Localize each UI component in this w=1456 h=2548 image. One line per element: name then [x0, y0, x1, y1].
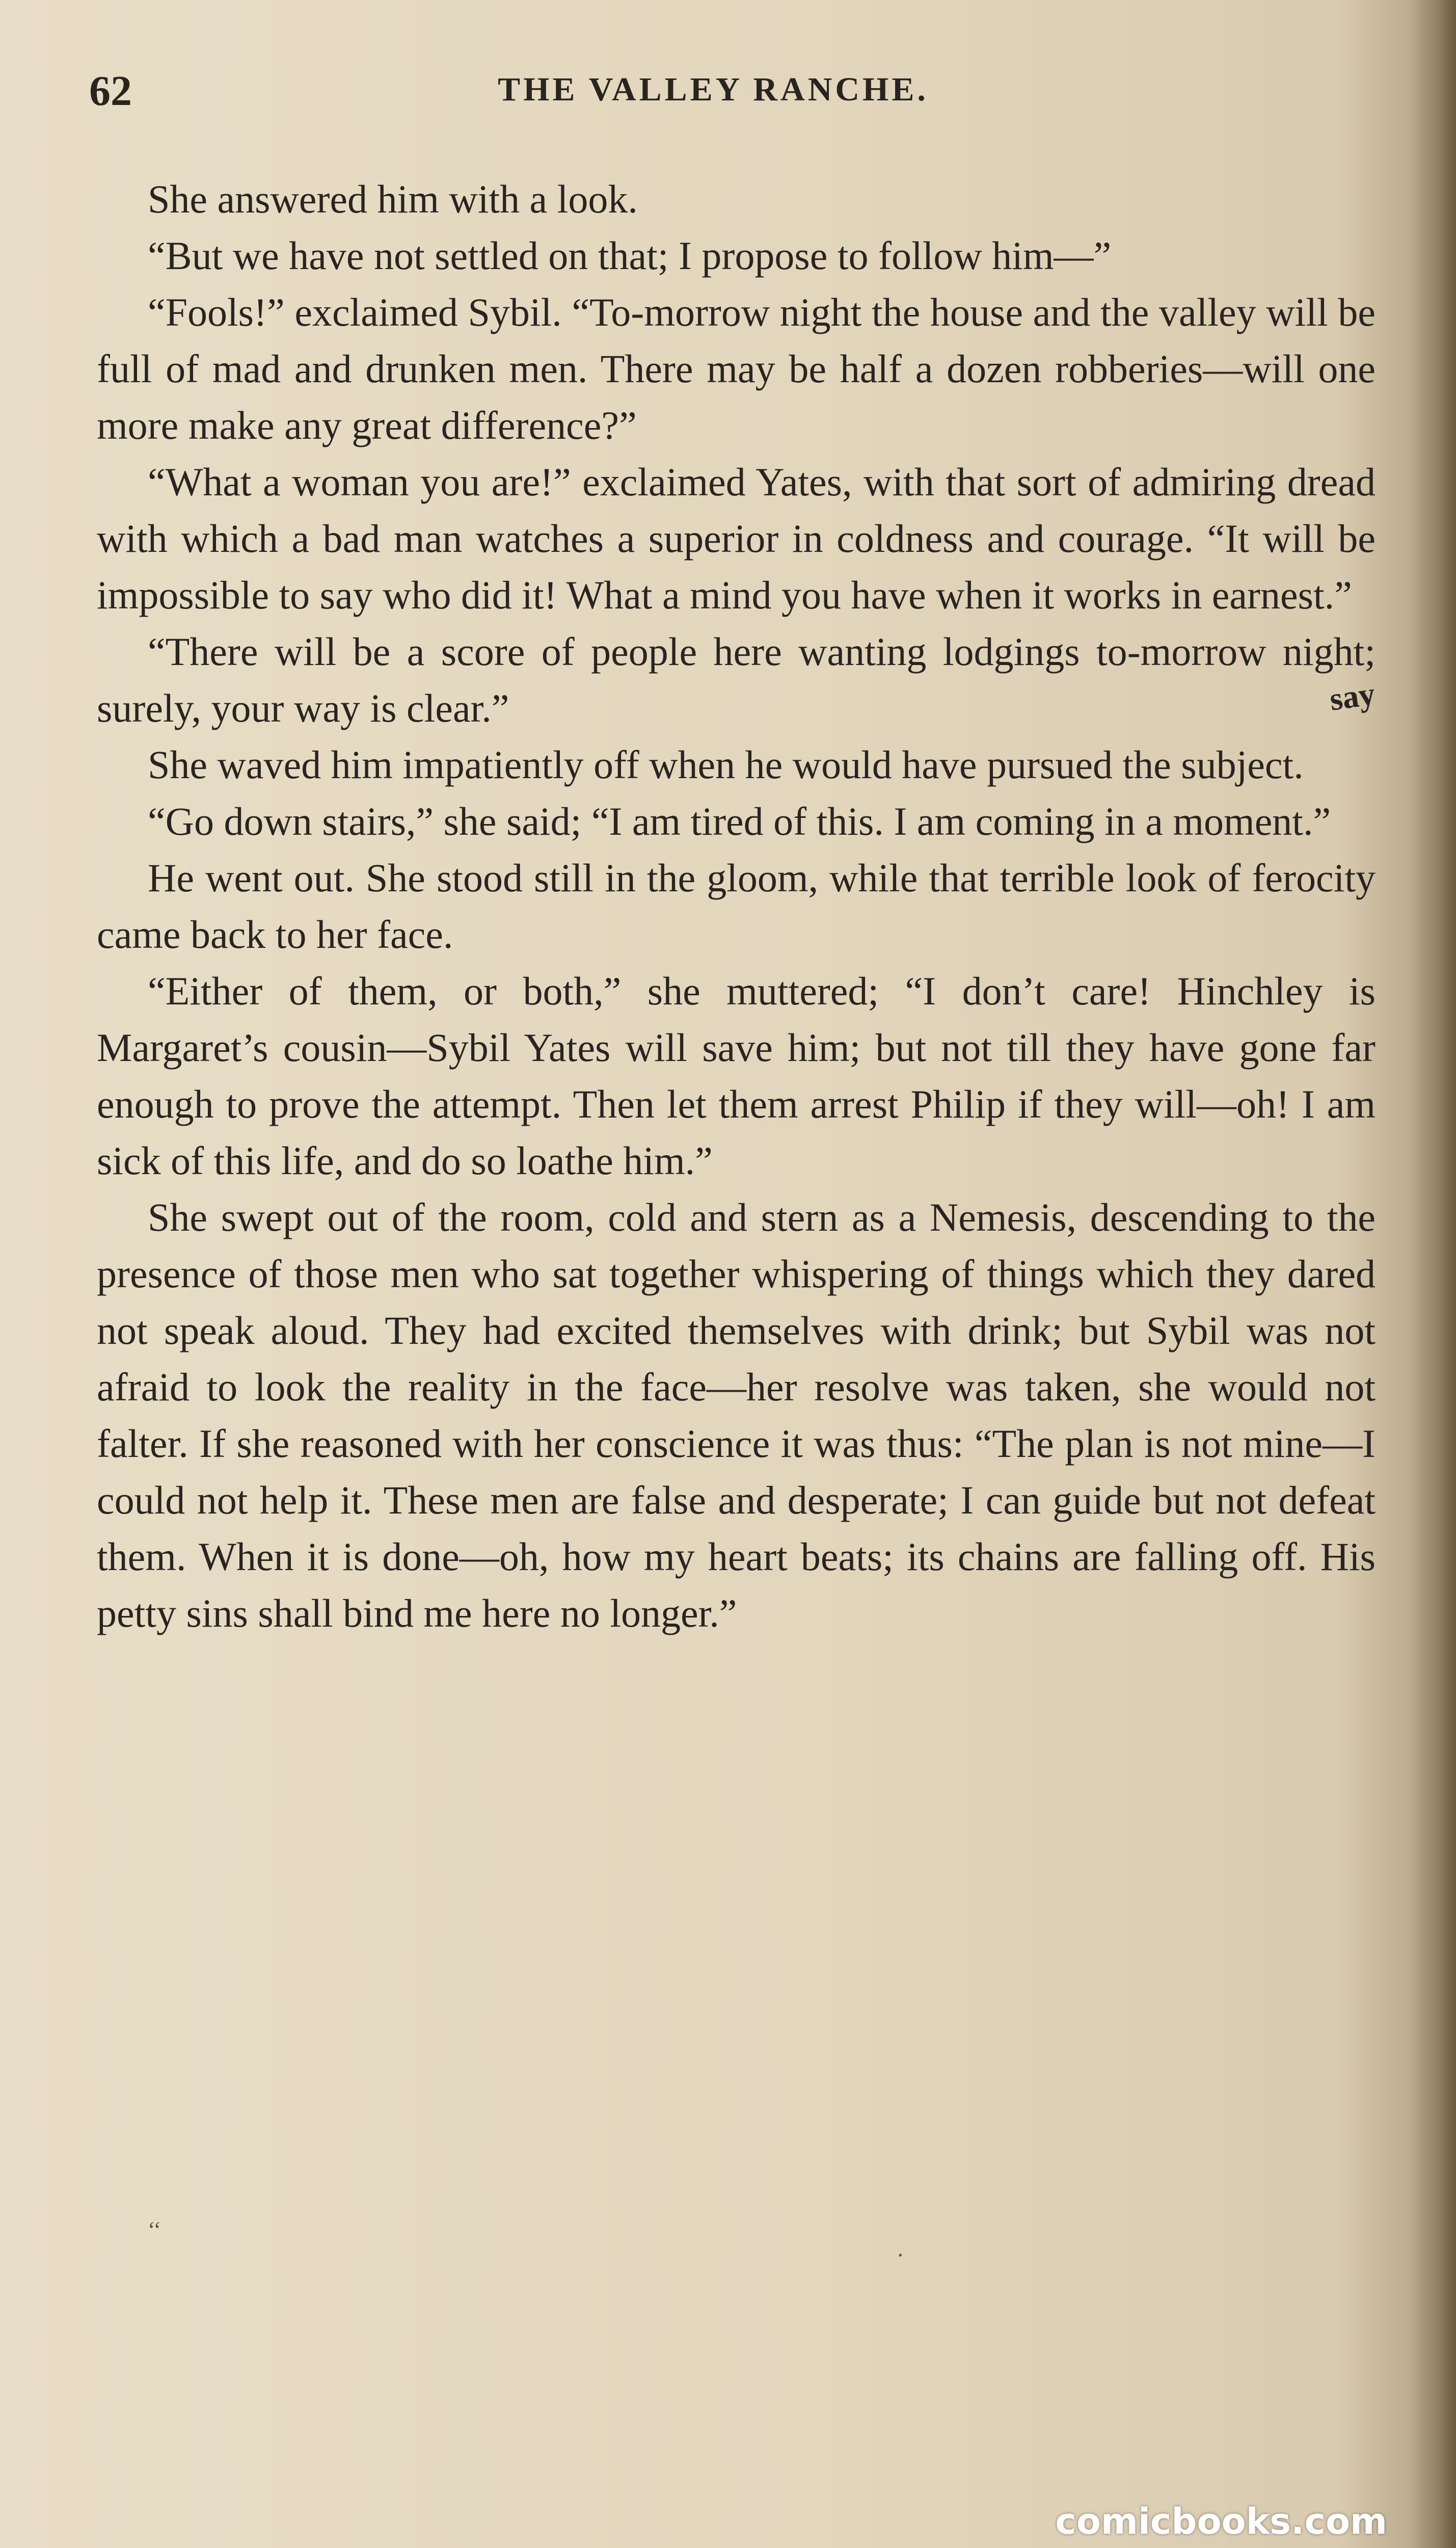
- running-title: THE VALLEY RANCHE.: [498, 71, 929, 108]
- paragraph: “Fools!” exclaimed Sybil. “To-morrow night the house and the valley will be full of mad and drunken men. There may be half a dozen robberies—will one more make any great difference?”: [97, 290, 1376, 447]
- body-text: [97, 171, 1376, 1641]
- handwritten-margin-note: say: [1327, 675, 1378, 718]
- paragraph: “What a woman you are!” exclaimed Yates, with that sort of admiring dread with which a bad man watches a superior in coldness and courage. “It will be impossible to say who did it! What a mind you have when it works in earnest.”: [97, 460, 1376, 617]
- stray-mark: ‘‘: [148, 2217, 161, 2242]
- page-edge-shadow: [1410, 0, 1456, 2548]
- page-number: 62: [89, 67, 132, 115]
- paragraph: She waved him impatiently off when he would have pursued the subject.: [148, 742, 1304, 787]
- stray-mark: ·: [897, 2243, 904, 2268]
- page-header: [0, 66, 1426, 127]
- paragraph: She swept out of the room, cold and stern as a Nemesis, descending to the presence of those men who sat together whispering of things which they dared not speak aloud. They had excited themselves with drink; but Sybil was not afraid to look the reality in the face—her resolve was taken, she would not falter. If she reasoned with her conscience it was thus: “The plan is not mine—I could not help it. These men are false and desperate; I can guide but not defeat them. When it is done—oh, how my heart beats; its chains are falling off. His petty sins shall bind me here no longer.”: [97, 1195, 1376, 1635]
- paragraph: He went out. She stood still in the gloom, while that terrible look of ferocity came back to her face.: [97, 856, 1376, 957]
- paragraph: “Go down stairs,” she said; “I am tired of this. I am coming in a moment.”: [148, 799, 1331, 843]
- watermark: comicbooks.com: [1055, 2501, 1387, 2542]
- paragraph: “Either of them, or both,” she muttered; “I don’t care! Hinchley is Margaret’s cousin—Sybil Yates will save him; but not till they have gone far enough to prove the attempt. Then let them arrest Philip if they will—oh! I am sick of this life, and do so loathe him.”: [97, 969, 1376, 1183]
- paragraph: “But we have not settled on that; I propose to follow him—”: [148, 233, 1112, 278]
- paragraph: “There will be a score of people here wanting lodgings to-morrow night; surely, your way is clear.”: [97, 629, 1376, 730]
- paragraph: She answered him with a look.: [148, 177, 638, 221]
